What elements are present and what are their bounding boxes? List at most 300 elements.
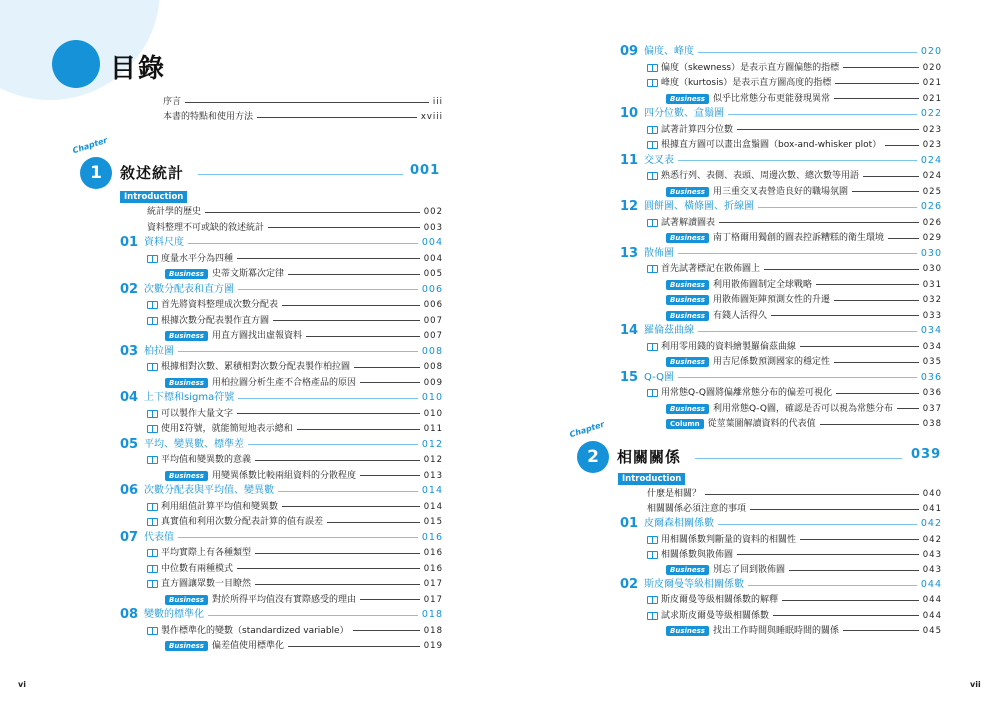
toc-page: 011 [423, 424, 443, 434]
toc-section-row[interactable] [120, 283, 443, 297]
business-badge: Business [165, 378, 208, 388]
leader-line [255, 584, 420, 585]
section-number: 13 [620, 245, 639, 261]
leader-line [771, 315, 919, 316]
book-icon [147, 580, 158, 588]
toc-label: 什麼是相關？ [647, 489, 702, 499]
toc-page: 035 [922, 357, 942, 367]
toc-row[interactable] [147, 314, 443, 328]
toc-row[interactable] [165, 376, 443, 390]
leader-line [750, 509, 919, 510]
toc-label: 用直方圖找出虛報資料 [211, 331, 302, 341]
toc-section-row[interactable] [620, 45, 942, 59]
toc-page: 026 [922, 217, 942, 228]
toc-row[interactable] [647, 340, 942, 354]
leader-line [718, 524, 917, 525]
business-badge: Business [666, 280, 709, 290]
toc-page: 006 [423, 300, 443, 310]
leader-line [843, 630, 919, 631]
title-bullet-icon [52, 40, 100, 88]
toc-page: 015 [423, 517, 443, 527]
toc-label: 交叉表 [644, 154, 674, 166]
toc-label: 資料尺度 [144, 237, 184, 248]
book-icon [147, 255, 158, 263]
toc-page: 043 [922, 565, 942, 575]
toc-label: 直方圖讓眾數一目瞭然 [161, 579, 252, 589]
toc-page: 008 [423, 362, 443, 372]
book-icon [147, 410, 158, 418]
leader-line [897, 408, 919, 409]
toc-row[interactable] [147, 298, 443, 312]
book-icon [647, 79, 658, 87]
toc-page: 044 [922, 610, 942, 621]
toc-row[interactable] [647, 216, 942, 230]
toc-label: 用柏拉圖分析生產不合格產品的原因 [211, 377, 356, 388]
toc-row[interactable] [647, 123, 942, 137]
chapter-1-header[interactable] [71, 135, 442, 193]
chapter-number-badge: 1 [80, 157, 112, 189]
leader-line [800, 539, 919, 540]
toc-page: 044 [920, 579, 942, 591]
toc-row[interactable] [147, 577, 443, 591]
leader-line [178, 537, 418, 538]
chapter-title: 相關關係 [617, 448, 682, 466]
toc-page: 042 [920, 518, 942, 530]
toc-label: 從莖葉圖解讀資料的代表值 [707, 419, 816, 429]
business-badge: Business [666, 233, 709, 243]
section-number: 08 [120, 607, 139, 622]
book-icon [147, 549, 158, 557]
toc-page: 019 [423, 641, 443, 651]
toc-page: 043 [922, 549, 942, 560]
toc-section-row[interactable] [120, 608, 443, 622]
toc-page: 036 [922, 388, 942, 398]
toc-label: 似乎比常態分布更能發現異常 [712, 93, 830, 104]
toc-row[interactable] [666, 355, 942, 369]
toc-row[interactable] [147, 500, 443, 514]
toc-row-features[interactable] [163, 110, 443, 124]
leader-line [237, 413, 420, 414]
toc-page: 033 [922, 310, 942, 321]
toc-page: 032 [922, 295, 942, 305]
leader-line [360, 382, 420, 383]
toc-label: 度量水平分為四種 [161, 253, 234, 264]
toc-page: 036 [920, 371, 942, 383]
book-icon [647, 172, 658, 180]
toc-label: 用散佈圖矩陣預測女性的升遷 [712, 295, 830, 305]
toc-label: 平均實際上有各種類型 [161, 548, 252, 558]
toc-page: 002 [423, 207, 443, 217]
toc-page: 021 [922, 78, 942, 88]
toc-row[interactable] [165, 593, 443, 607]
toc-label: 南丁格爾用獨創的圖表控訴糟糕的衛生環境 [712, 233, 884, 243]
toc-page: 017 [423, 579, 443, 589]
leader-line [255, 460, 420, 461]
toc-row[interactable] [666, 563, 942, 577]
leader-line [288, 646, 420, 647]
folio-right: vii [970, 680, 981, 689]
chapter-title: 敘述統計 [120, 164, 185, 182]
toc-page: 023 [922, 140, 942, 150]
leader-line [834, 300, 919, 301]
toc-row[interactable] [147, 546, 443, 560]
toc-page: 026 [920, 201, 942, 212]
toc-section-row[interactable] [620, 371, 942, 385]
book-icon [647, 612, 658, 620]
leader-line [705, 494, 919, 495]
book-icon [647, 536, 658, 544]
toc-label: 相關係數與散佈圖 [661, 549, 734, 560]
toc-row[interactable] [666, 309, 942, 323]
toc-label: 有錢人活得久 [712, 310, 767, 321]
section-number: 03 [120, 343, 139, 359]
leader-line [282, 506, 420, 507]
toc-row[interactable] [647, 487, 942, 501]
toc-label: 根據次數分配表製作直方圖 [161, 315, 270, 326]
toc-row[interactable] [647, 61, 942, 75]
business-badge: Business [666, 311, 709, 321]
toc-row[interactable] [666, 185, 942, 199]
toc-section-row[interactable] [620, 107, 942, 121]
toc-label: 斯皮爾曼等級相關係數的解釋 [661, 595, 779, 606]
toc-page: 013 [423, 470, 443, 481]
toc-label: 利用零用錢的資料繪製羅倫茲曲線 [661, 341, 797, 352]
book-icon [647, 126, 658, 134]
toc-row[interactable] [647, 262, 942, 276]
chapter-number-badge: 2 [577, 441, 609, 473]
page-title: 目錄 [110, 54, 167, 84]
column-badge: Column [666, 419, 704, 429]
leader-line [698, 331, 917, 332]
toc-row[interactable] [666, 278, 942, 292]
leader-line [764, 269, 919, 270]
toc-row[interactable] [147, 624, 443, 638]
section-number: 04 [120, 390, 139, 405]
toc-row[interactable] [165, 639, 443, 653]
leader-line [238, 289, 418, 290]
toc-label: 偏度（skewness）是表示直方圖偏態的指標 [661, 62, 840, 73]
business-badge: Business [165, 641, 208, 651]
book-icon [647, 265, 658, 273]
leader-line [208, 615, 418, 616]
toc-section-row[interactable] [120, 531, 443, 545]
toc-label: 本書的特點和使用方法 [163, 112, 254, 122]
toc-row[interactable] [147, 422, 443, 436]
toc-section-row[interactable] [620, 324, 942, 338]
book-icon [147, 301, 158, 309]
toc-page: 038 [922, 419, 942, 429]
book-icon [647, 219, 658, 227]
toc-section-row[interactable] [120, 236, 443, 250]
leader-line [782, 600, 919, 601]
chapter-word: Chapter [568, 419, 606, 440]
book-icon [647, 551, 658, 559]
toc-page: 012 [423, 455, 443, 465]
leader-line [248, 444, 418, 445]
leader-line [282, 305, 420, 306]
section-number: 01 [120, 235, 139, 250]
toc-label: 平均值和變異數的意義 [161, 455, 252, 465]
toc-row[interactable] [147, 205, 443, 219]
leader-line [238, 398, 418, 399]
toc-label: 偏度、峰度 [644, 46, 694, 57]
toc-page: 012 [421, 438, 443, 450]
leader-line [737, 129, 919, 130]
leader-line [836, 393, 919, 394]
leader-line [297, 429, 420, 430]
toc-label: 試著計算四分位數 [661, 124, 734, 135]
business-badge: Business [165, 471, 208, 481]
toc-page: 025 [922, 186, 942, 197]
leader-line [863, 176, 919, 177]
leader-line [789, 570, 919, 571]
leader-line [360, 475, 420, 476]
toc-page: 018 [423, 625, 443, 636]
toc-page: 014 [423, 501, 443, 512]
toc-page: 041 [922, 504, 942, 515]
leader-line [237, 258, 420, 259]
toc-label: 統計學的歷史 [147, 207, 202, 217]
toc-page: 006 [421, 283, 443, 295]
toc-page: 042 [922, 534, 942, 545]
toc-row[interactable] [147, 562, 443, 576]
toc-row-preface[interactable] [163, 95, 443, 109]
toc-row[interactable] [647, 593, 942, 607]
toc-row[interactable] [647, 76, 942, 90]
business-badge: Business [165, 595, 208, 605]
leader-line [327, 522, 420, 523]
section-number: 01 [620, 516, 639, 532]
toc-page: 044 [922, 595, 942, 606]
chapter-page: 039 [911, 447, 942, 462]
toc-label: 利用常態Q-Q圖，確認是否可以視為常態分布 [712, 403, 893, 414]
toc-section-row[interactable] [620, 517, 942, 531]
toc-page: 030 [922, 264, 942, 274]
toc-row[interactable] [147, 407, 443, 421]
toc-page: 023 [922, 124, 942, 135]
toc-label: 峰度（kurtosis）是表示直方圖高度的指標 [661, 78, 832, 88]
toc-label: 平均、變異數、標準差 [144, 438, 244, 450]
toc-page: 020 [920, 46, 942, 57]
book-icon [147, 363, 158, 371]
toc-row[interactable] [647, 609, 942, 623]
section-number: 09 [620, 44, 639, 59]
leader-line [834, 362, 919, 363]
book-icon [647, 389, 658, 397]
section-number: 07 [120, 529, 139, 545]
leader-line [885, 145, 919, 146]
toc-page: 024 [922, 171, 942, 181]
book-icon [147, 456, 158, 464]
toc-row[interactable] [165, 267, 443, 281]
toc-label: 製作標準化的變數（standardized variable） [161, 625, 349, 636]
toc-row[interactable] [647, 548, 942, 562]
toc-label: 別忘了回到散佈圖 [712, 565, 785, 575]
toc-page: 010 [423, 408, 443, 419]
business-badge: Business [666, 626, 709, 636]
toc-row[interactable] [666, 92, 942, 106]
toc-label: 相關關係必須注意的事項 [647, 504, 747, 515]
toc-section-row[interactable] [620, 154, 942, 168]
book-icon [147, 518, 158, 526]
toc-label: 中位數有兩種模式 [161, 563, 234, 574]
toc-row[interactable] [647, 138, 942, 152]
toc-row[interactable] [647, 533, 942, 547]
toc-section-row[interactable] [620, 578, 942, 592]
toc-section-row[interactable] [620, 247, 942, 261]
toc-row[interactable] [666, 624, 942, 638]
toc-page: 016 [423, 548, 443, 558]
leader-line [888, 238, 919, 239]
toc-section-row[interactable] [120, 345, 443, 359]
leader-line [800, 346, 919, 347]
toc-page: 009 [423, 377, 443, 388]
toc-page: 045 [922, 625, 942, 636]
leader-line [185, 102, 429, 103]
toc-label: 真實值和利用次數分配表計算的值有誤差 [161, 517, 324, 527]
toc-label: 利用散佈圖制定全球戰略 [712, 279, 812, 290]
leader-line [843, 67, 919, 68]
toc-page: 020 [922, 62, 942, 73]
toc-label: 資料整理不可或缺的敘述統計 [147, 222, 265, 233]
toc-page: 005 [423, 269, 443, 279]
toc-section-row[interactable] [120, 438, 443, 452]
leader-line [852, 191, 919, 192]
business-badge: Business [666, 187, 709, 197]
toc-label: 斯皮爾曼等級相關係數 [644, 579, 744, 591]
toc-label: 柏拉圖 [144, 345, 174, 357]
leader-line [737, 554, 919, 555]
toc-section-row[interactable] [620, 200, 942, 214]
toc-label: 熟悉行列、表側、表頭、周邊次數、總次數等用語 [661, 171, 860, 181]
toc-page: 031 [922, 279, 942, 290]
toc-page: 010 [421, 392, 443, 403]
toc-page: 017 [423, 594, 443, 605]
toc-row[interactable] [147, 252, 443, 266]
toc-row[interactable] [647, 386, 942, 400]
section-number: 11 [620, 152, 639, 168]
toc-label: 次數分配表和直方圖 [144, 283, 234, 295]
book-icon [147, 317, 158, 325]
toc-row[interactable] [647, 169, 942, 183]
leader-line [834, 98, 919, 99]
section-number: 10 [620, 106, 639, 121]
toc-page: 016 [423, 563, 443, 574]
business-badge: Business [165, 331, 208, 341]
toc-section-row[interactable] [120, 484, 443, 498]
book-icon [647, 141, 658, 149]
leader-line [728, 114, 917, 115]
toc-row[interactable] [147, 221, 443, 235]
toc-label: 上下標和sigma符號 [144, 392, 235, 403]
toc-page: 004 [421, 237, 443, 248]
toc-label: 史蒂文斯冪次定律 [211, 269, 284, 279]
toc-label: 四分位數、盒鬚圖 [644, 108, 724, 119]
folio-left: vi [18, 680, 26, 689]
toc-page: 034 [920, 325, 942, 336]
leader-line [268, 227, 420, 228]
section-number: 12 [620, 199, 639, 214]
chapter-page: 001 [410, 163, 441, 178]
toc-section-row[interactable] [120, 391, 443, 405]
toc-label: 對於所得平均值沒有實際感受的理由 [211, 594, 356, 605]
book-icon [147, 627, 158, 635]
toc-label: 試著解讀圖表 [661, 217, 716, 228]
toc-label: 用吉尼係數預測國家的穩定性 [712, 357, 830, 367]
business-badge: Business [666, 565, 709, 575]
leader-line [178, 351, 418, 352]
leader-line [353, 630, 420, 631]
toc-row[interactable] [147, 453, 443, 467]
book-icon [147, 425, 158, 433]
toc-page: iii [432, 97, 443, 107]
introduction-badge: Introduction [120, 191, 187, 203]
toc-row[interactable] [165, 329, 443, 343]
leader-line [748, 585, 917, 586]
toc-row[interactable] [165, 469, 443, 483]
business-badge: Business [165, 269, 208, 279]
leader-line [255, 553, 420, 554]
toc-page: 014 [421, 485, 443, 496]
toc-page: 004 [423, 253, 443, 264]
leader-line [237, 568, 420, 569]
toc-row[interactable] [147, 360, 443, 374]
toc-label: 使用Σ符號，就能簡短地表示總和 [161, 424, 293, 434]
toc-label: 用常態Q-Q圖將偏離常態分布的偏差可視化 [661, 388, 832, 398]
toc-row[interactable] [147, 515, 443, 529]
leader-line [360, 599, 420, 600]
toc-label: 序言 [163, 97, 182, 107]
section-number: 05 [120, 436, 139, 452]
toc-label: 根據直方圖可以畫出盒鬚圖（box-and-whisker plot） [661, 140, 882, 150]
business-badge: Business [666, 94, 709, 104]
section-number: 02 [120, 281, 139, 297]
toc-page: xviii [420, 112, 443, 122]
toc-label: 找出工作時間與睡眠時間的關係 [712, 625, 839, 636]
toc-row[interactable] [666, 402, 942, 416]
section-number: 06 [120, 483, 139, 498]
toc-page: 008 [421, 345, 443, 357]
toc-label: 散佈圖 [644, 247, 674, 259]
leader-line [678, 377, 917, 378]
toc-label: 用三重交叉表營造良好的職場氛圍 [712, 186, 848, 197]
leader-line [257, 117, 417, 118]
book-icon [147, 565, 158, 573]
toc-label: 首先試著標記在散佈圖上 [661, 264, 761, 274]
toc-label: 試求斯皮爾曼等級相關係數 [661, 610, 770, 621]
leader-line [719, 222, 919, 223]
toc-label: 根據相對次數、累積相對次數分配表製作柏拉圖 [161, 362, 351, 372]
toc-row[interactable] [666, 293, 942, 307]
toc-row[interactable] [647, 502, 942, 516]
leader-line [698, 52, 917, 53]
toc-label: 可以製作大量文字 [161, 408, 234, 419]
toc-page: 034 [922, 341, 942, 352]
toc-label: 偏差值使用標準化 [211, 641, 284, 651]
leader-line [758, 207, 917, 208]
toc-label: 圓餅圖、橫條圖、折線圖 [644, 201, 754, 212]
toc-label: 用變異係數比較兩組資料的分散程度 [211, 470, 356, 481]
toc-label: 羅倫茲曲線 [644, 325, 694, 336]
toc-label: Q-Q圖 [644, 371, 674, 383]
leader-line [773, 615, 919, 616]
toc-row[interactable] [666, 231, 942, 245]
toc-page: 040 [922, 489, 942, 499]
toc-page: 021 [922, 93, 942, 104]
toc-row[interactable] [666, 417, 942, 431]
toc-label: 變數的標準化 [144, 609, 204, 620]
toc-page: 018 [421, 609, 443, 620]
